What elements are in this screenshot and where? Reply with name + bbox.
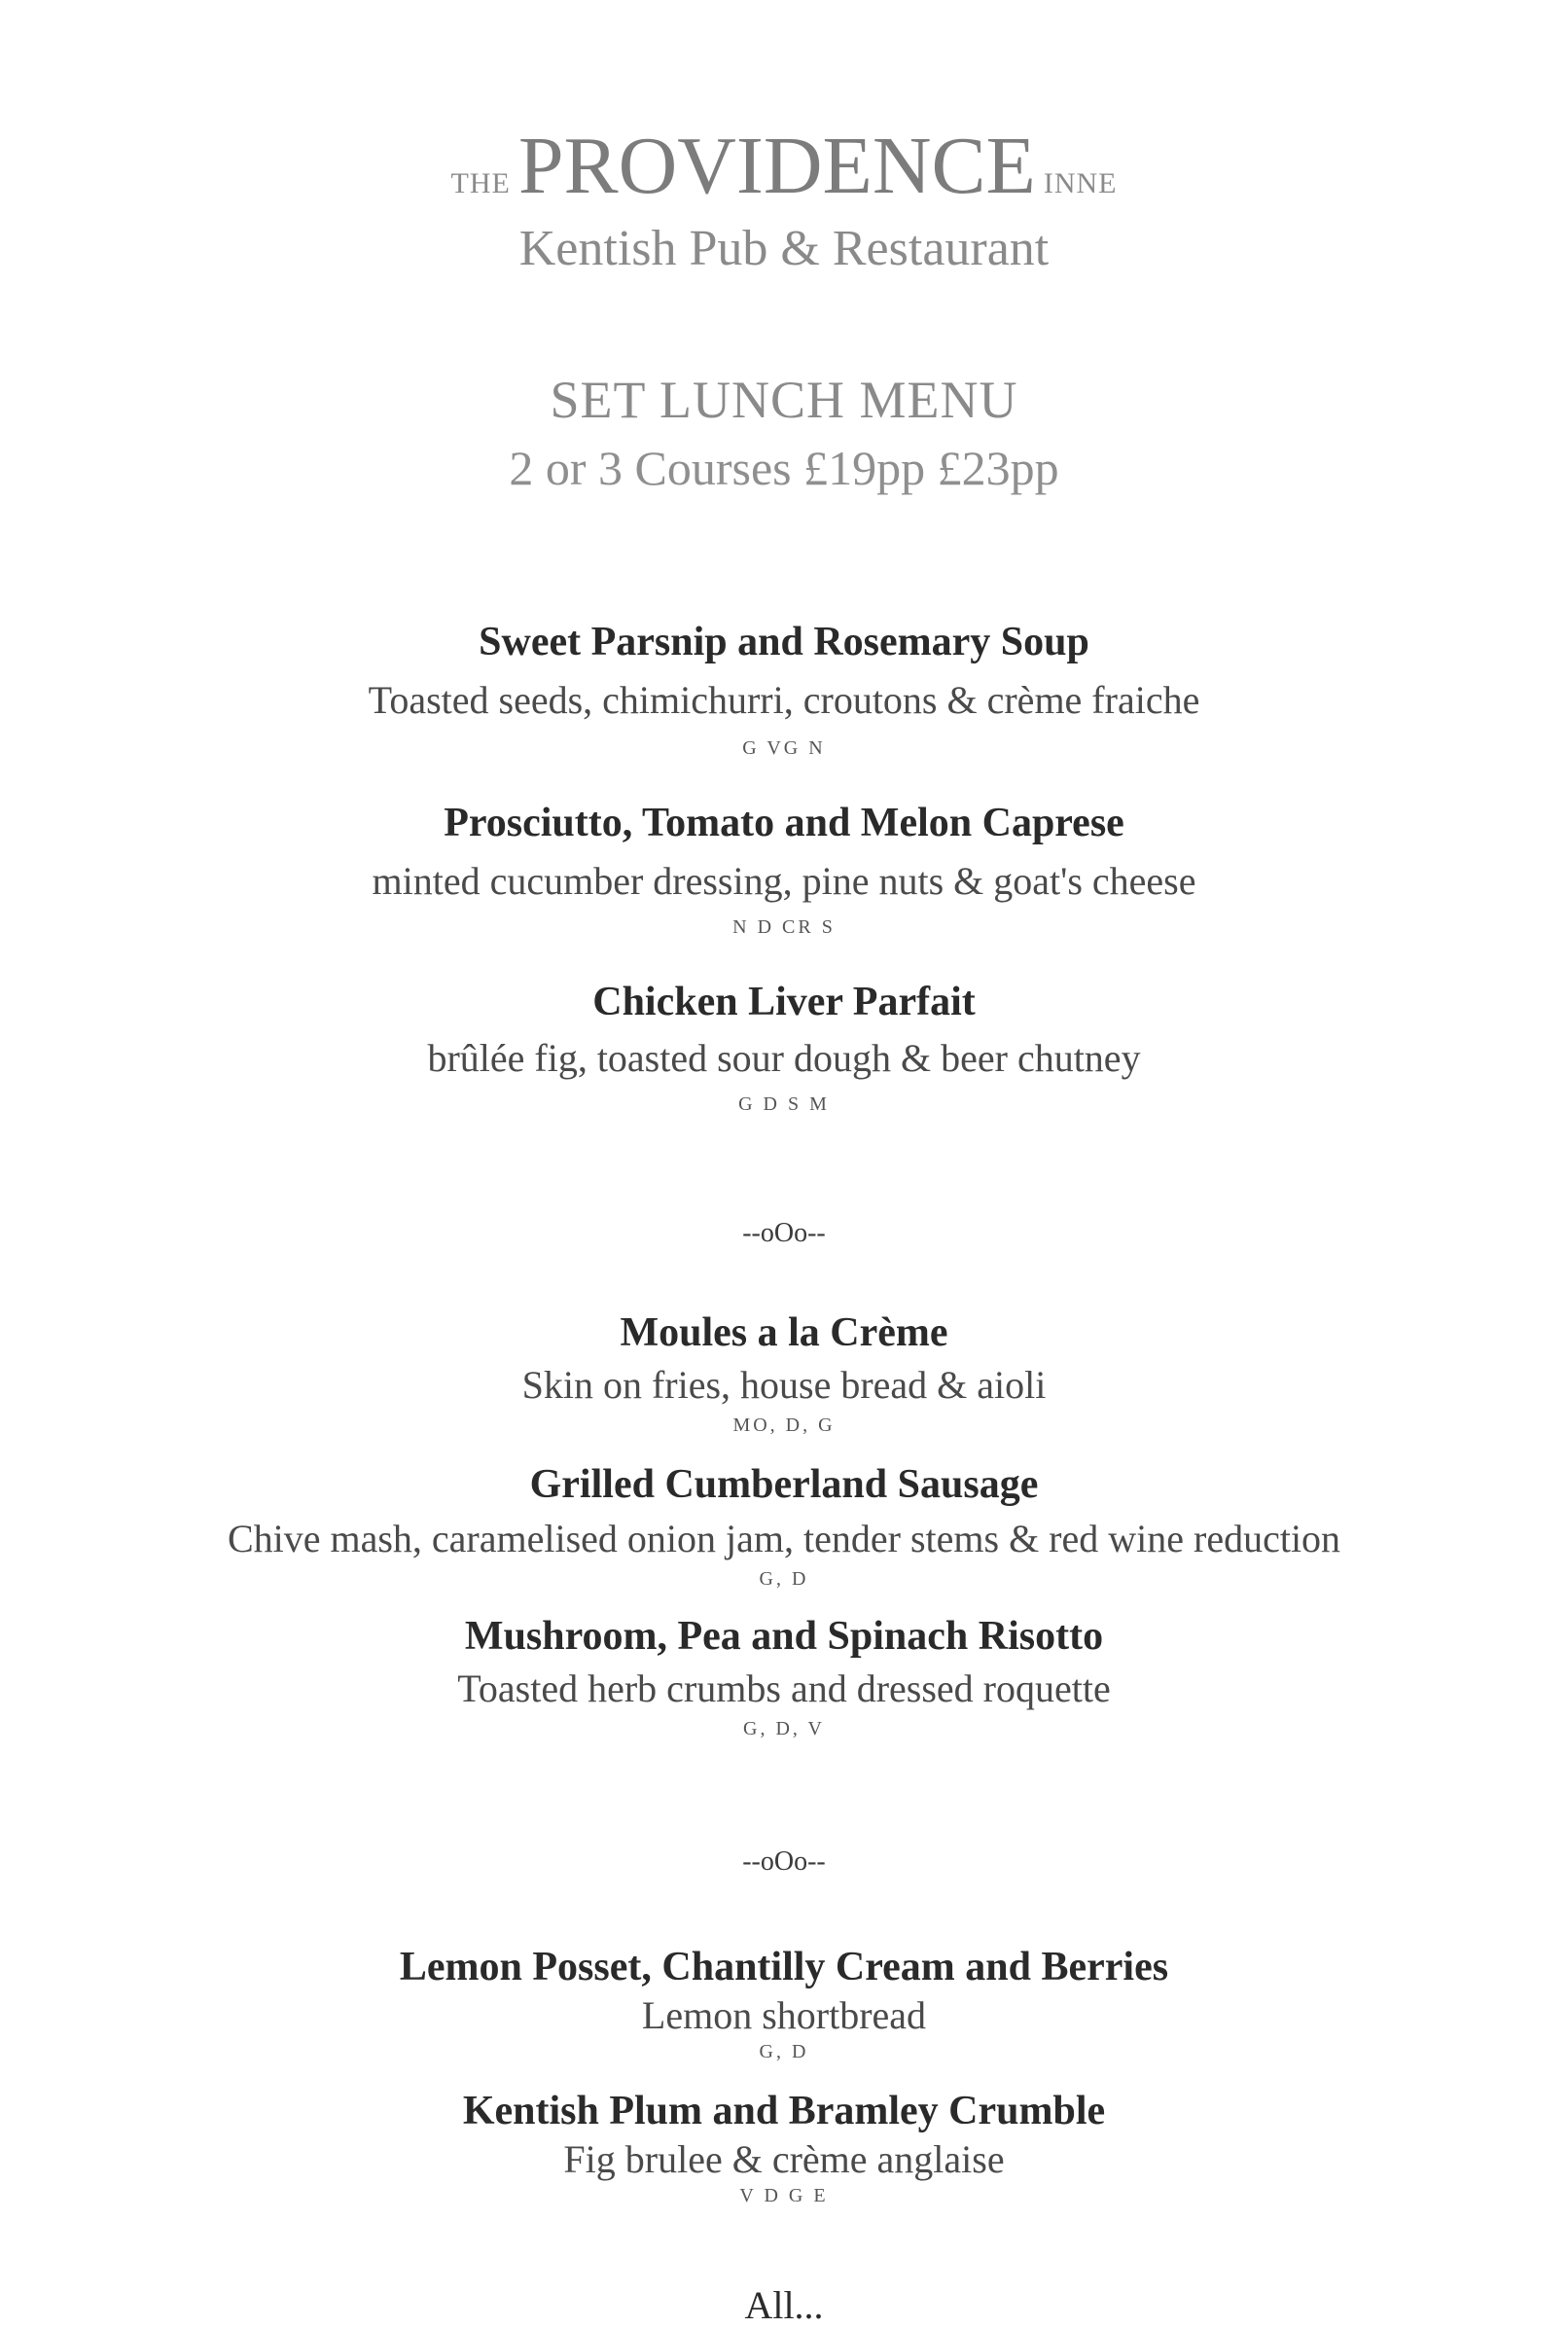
allergen-codes: G VG N [742,737,826,759]
allergen-codes: V D G E [739,2185,829,2206]
allergen-codes: G, D, V [743,1718,825,1739]
footer-note: All... [744,2283,824,2327]
dish-description: Toasted seeds, chimichurri, croutons & crème fraiche [368,678,1200,722]
brand-prefix: THE [450,167,511,199]
dish-name: Grilled Cumberland Sausage [529,1462,1039,1507]
dish-name: Chicken Liver Parfait [592,980,976,1024]
allergen-codes: G, D [759,2041,809,2062]
restaurant-subtitle: Kentish Pub & Restaurant [518,221,1050,276]
course-separator: --oOo-- [742,1846,826,1877]
allergen-codes: N D CR S [732,916,836,938]
brand-suffix: INNE [1043,167,1118,199]
dish-name: Moules a la Crème [620,1310,948,1355]
dish-name: Sweet Parsnip and Rosemary Soup [479,620,1089,664]
brand-logo [0,119,1568,213]
dish-description: brûlée fig, toasted sour dough & beer chutney [427,1036,1141,1080]
brand-name: PROVIDENCE [517,121,1036,211]
dish-name: Prosciutto, Tomato and Melon Caprese [444,801,1124,845]
dish-description: Lemon shortbread [641,1993,927,2037]
allergen-codes: MO, D, G [732,1415,836,1436]
dish-description: Toasted herb crumbs and dressed roquette [457,1666,1111,1710]
dish-description: Skin on fries, house bread & aioli [521,1363,1047,1407]
dish-name: Mushroom, Pea and Spinach Risotto [464,1614,1104,1659]
dish-name: Kentish Plum and Bramley Crumble [462,2089,1106,2133]
menu-price: 2 or 3 Courses £19pp £23pp [509,441,1059,495]
dish-description: Fig brulee & crème anglaise [563,2137,1005,2181]
dish-name: Lemon Posset, Chantilly Cream and Berries [399,1945,1169,1989]
course-separator: --oOo-- [742,1218,826,1248]
dish-description: minted cucumber dressing, pine nuts & goat's cheese [372,859,1196,903]
dish-description: Chive mash, caramelised onion jam, tender stems & red wine reduction [227,1517,1341,1560]
menu-title: SET LUNCH MENU [550,371,1018,429]
allergen-codes: G D S M [738,1093,830,1115]
allergen-codes: G, D [759,1568,809,1590]
